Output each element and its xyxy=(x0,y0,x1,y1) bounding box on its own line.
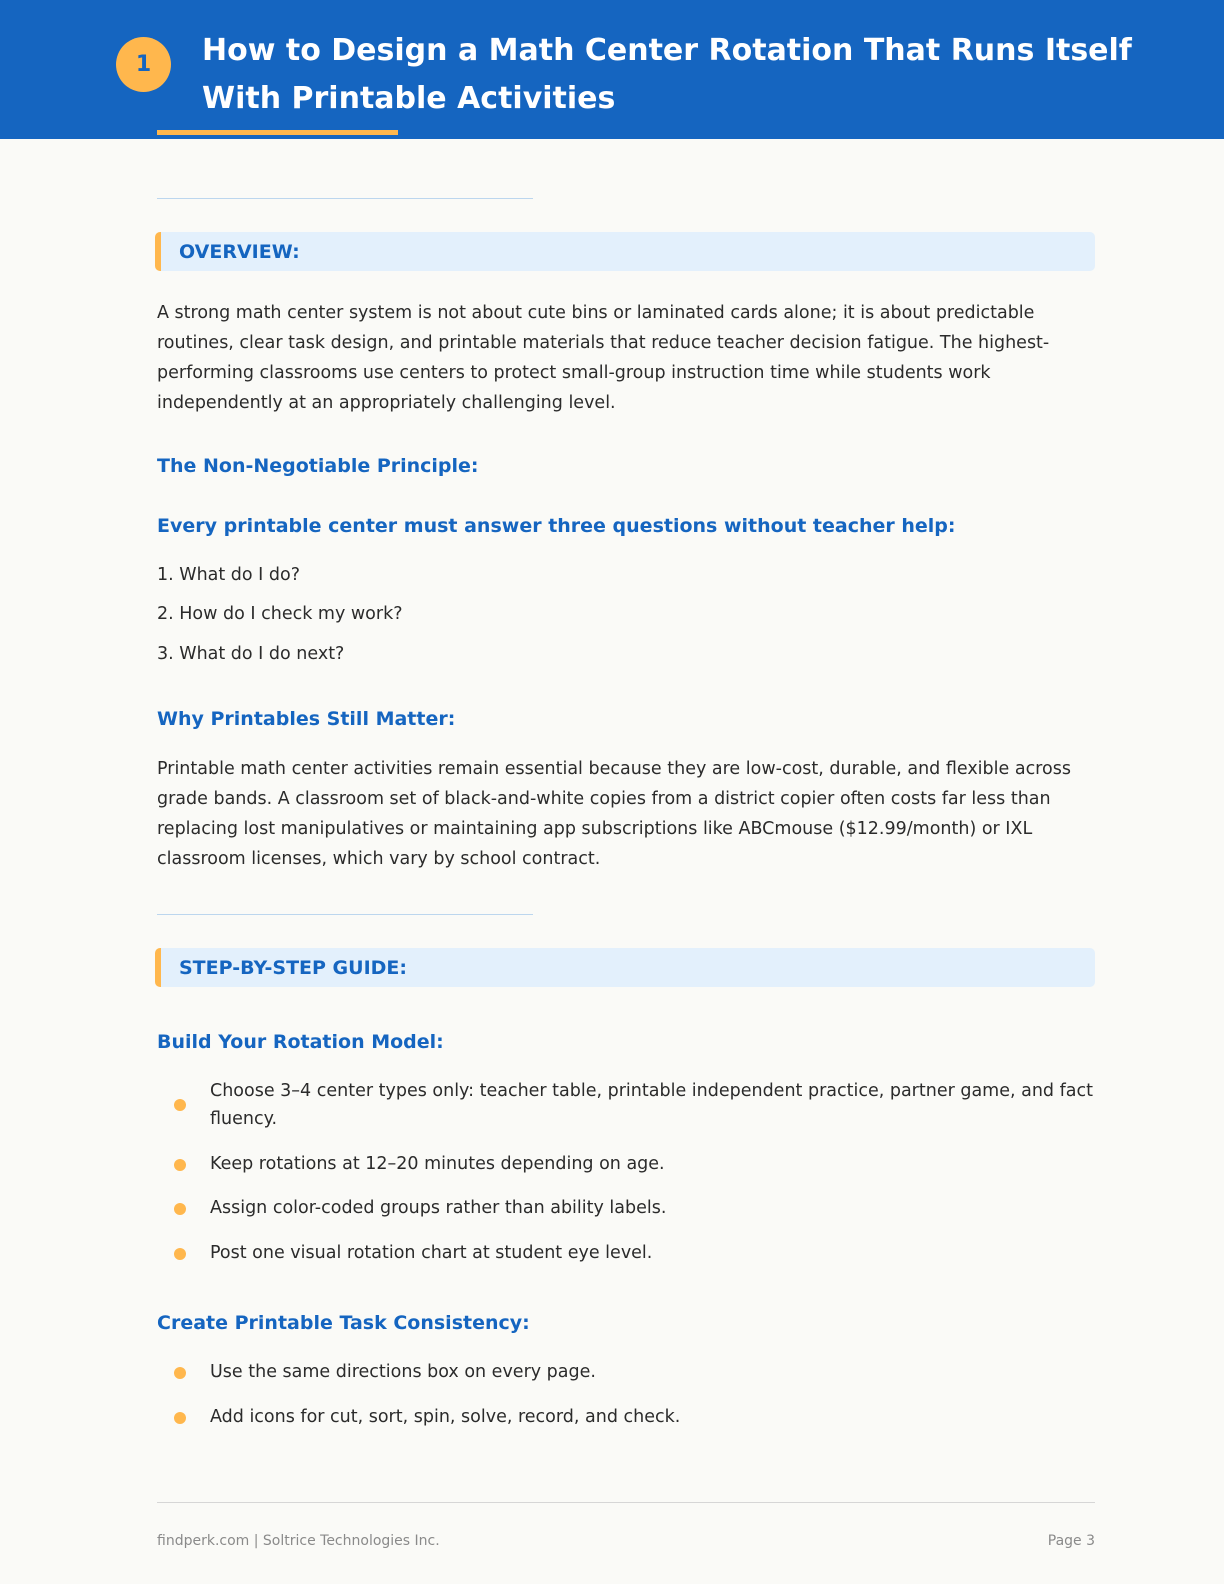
overview-banner xyxy=(155,232,1095,271)
chapter-header xyxy=(0,0,1224,139)
footer-source: findperk.com | Soltrice Technologies Inc. xyxy=(157,1533,440,1549)
chapter-title: How to Design a Math Center Rotation That Runs Itself With Printable Activities xyxy=(202,33,1132,116)
overview-heading: OVERVIEW: xyxy=(179,240,300,263)
bullet-dot xyxy=(174,1159,186,1171)
numbered-list-item: 3. What do I do next? xyxy=(157,644,345,664)
bullet-list-item: Keep rotations at 12–20 minutes depending on age. xyxy=(172,1150,1097,1178)
chapter-number-badge: 1 xyxy=(116,37,171,92)
why-printables-paragraph: Printable math center activities remain essential because they are low-cost, durable, and flexible across grade bands. A classroom set of black-and-white copies from a district copier often costs far less than replacing lost manipulatives or maintaining app subscriptions like ABCmouse ($12.99/month) or IXL classroom licenses, which vary by school contract. xyxy=(157,759,1071,869)
why-printables-heading: Why Printables Still Matter: xyxy=(157,708,456,730)
title-accent-bar xyxy=(157,130,398,135)
bullet-list-item: Add icons for cut, sort, spin, solve, record, and check. xyxy=(172,1403,1097,1431)
bullet-dot xyxy=(174,1099,186,1111)
bullet-list-item: Post one visual rotation chart at student eye level. xyxy=(172,1239,1097,1267)
footer-page-number: Page 3 xyxy=(1047,1533,1095,1549)
bullet-dot xyxy=(174,1367,186,1379)
section-divider xyxy=(157,198,533,199)
rotation-model-heading: Build Your Rotation Model: xyxy=(157,1031,444,1053)
bullet-list-item: Use the same directions box on every page. xyxy=(172,1358,1097,1386)
bullet-list-item: Assign color-coded groups rather than ability labels. xyxy=(172,1194,1097,1222)
bullet-dot xyxy=(174,1203,186,1215)
bullet-dot xyxy=(174,1412,186,1424)
bullet-dot xyxy=(174,1248,186,1260)
principle-heading: The Non-Negotiable Principle: xyxy=(157,455,479,477)
overview-intro-paragraph: A strong math center system is not about cute bins or laminated cards alone; it is about predictable routines, clear task design, and printable materials that reduce teacher decision fatigue. The highest-performing classrooms use centers to protect small-group instruction time while students work independently at an appropriately challenging level. xyxy=(157,303,1050,413)
guide-banner xyxy=(155,948,1095,987)
section-divider xyxy=(157,914,533,915)
task-consistency-heading: Create Printable Task Consistency: xyxy=(157,1312,530,1334)
numbered-list-item: 1. What do I do? xyxy=(157,565,301,585)
footer-divider xyxy=(157,1502,1095,1503)
numbered-list-item: 2. How do I check my work? xyxy=(157,604,403,624)
guide-heading: STEP-BY-STEP GUIDE: xyxy=(179,956,407,979)
bullet-list-item: Choose 3–4 center types only: teacher table, printable independent practice, partner game, and fact fluency. xyxy=(172,1077,1097,1133)
questions-heading: Every printable center must answer three questions without teacher help: xyxy=(157,515,956,537)
